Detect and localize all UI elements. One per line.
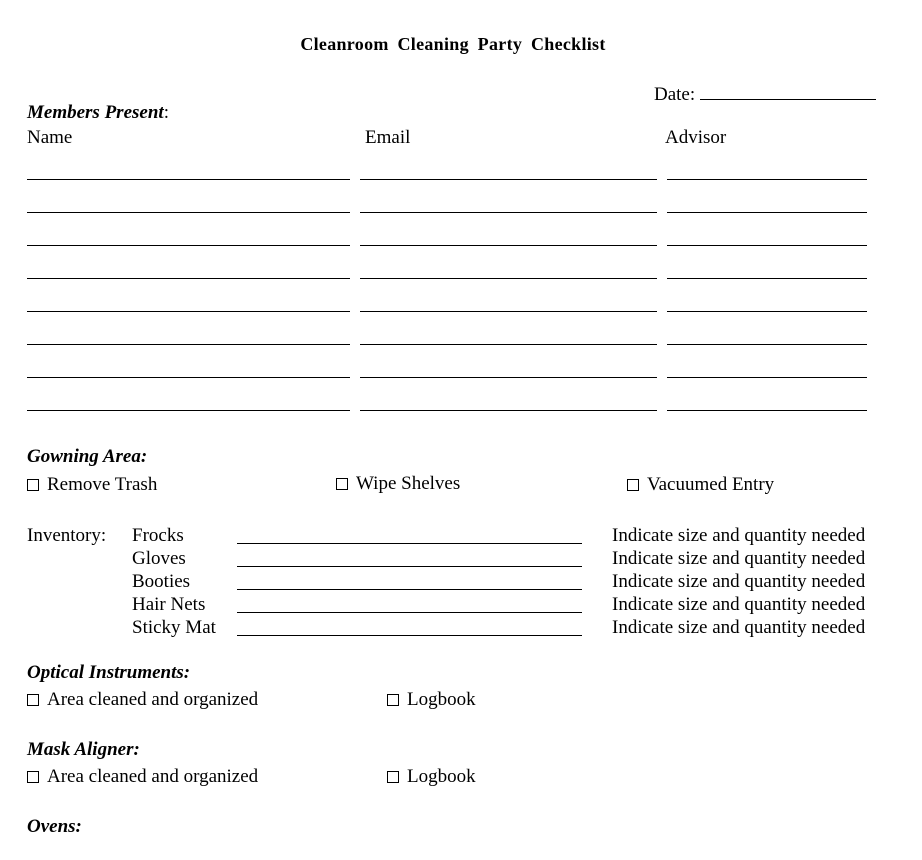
optical-instruments-title: Optical Instruments:: [27, 662, 191, 683]
checklist-item: [27, 766, 258, 788]
checklist-item-label: Wipe Shelves: [356, 473, 461, 494]
checklist-item: [627, 474, 774, 496]
inventory-input-line[interactable]: [237, 589, 582, 590]
advisor-line[interactable]: [667, 278, 867, 279]
email-line[interactable]: [360, 410, 657, 411]
checkbox[interactable]: [387, 694, 399, 706]
advisor-line[interactable]: [667, 410, 867, 411]
email-line[interactable]: [360, 245, 657, 246]
column-header-email: Email: [365, 127, 411, 148]
name-line[interactable]: [27, 344, 350, 345]
checkbox[interactable]: [27, 771, 39, 783]
name-line[interactable]: [27, 377, 350, 378]
inventory-item-label: Booties: [132, 571, 191, 592]
inventory-item-label: Gloves: [132, 548, 186, 569]
name-line[interactable]: [27, 278, 350, 279]
email-line[interactable]: [360, 212, 657, 213]
email-line[interactable]: [360, 377, 657, 378]
checkbox[interactable]: [627, 479, 639, 491]
checkbox[interactable]: [27, 479, 39, 491]
email-line[interactable]: [360, 311, 657, 312]
checklist-item-label: Logbook: [407, 766, 476, 787]
checklist-item-label: Logbook: [407, 689, 476, 710]
inventory-input-line[interactable]: [237, 566, 582, 567]
inventory-label: Inventory:: [27, 525, 107, 546]
email-line[interactable]: [360, 278, 657, 279]
advisor-line[interactable]: [667, 377, 867, 378]
inventory-item-label: Hair Nets: [132, 594, 206, 615]
advisor-line[interactable]: [667, 245, 867, 246]
advisor-line[interactable]: [667, 311, 867, 312]
date-label: Date:: [654, 84, 696, 105]
inventory-input-line[interactable]: [237, 635, 582, 636]
name-line[interactable]: [27, 179, 350, 180]
checkbox[interactable]: [336, 478, 348, 490]
advisor-line[interactable]: [667, 344, 867, 345]
name-line[interactable]: [27, 311, 350, 312]
name-line[interactable]: [27, 410, 350, 411]
checklist-item: [336, 473, 460, 495]
gowning-area-title: Gowning Area:: [27, 446, 148, 467]
column-header-advisor: Advisor: [665, 127, 727, 148]
checklist-item: [27, 689, 258, 711]
email-line[interactable]: [360, 179, 657, 180]
inventory-note: Indicate size and quantity needed: [612, 594, 866, 615]
members-title: Members Present: [27, 102, 164, 123]
checklist-item: [27, 474, 157, 496]
column-header-name: Name: [27, 127, 73, 148]
inventory-note: Indicate size and quantity needed: [612, 617, 866, 638]
checklist-item-label: Vacuumed Entry: [647, 474, 775, 495]
mask-aligner-title: Mask Aligner:: [27, 739, 140, 760]
checkbox[interactable]: [27, 694, 39, 706]
inventory-item-label: Frocks: [132, 525, 184, 546]
inventory-note: Indicate size and quantity needed: [612, 525, 866, 546]
members-colon: :: [163, 102, 169, 123]
email-line[interactable]: [360, 344, 657, 345]
name-line[interactable]: [27, 245, 350, 246]
inventory-input-line[interactable]: [237, 612, 582, 613]
checklist-item: [387, 766, 476, 788]
checklist-item: [387, 689, 476, 711]
checkbox[interactable]: [387, 771, 399, 783]
checklist-item-label: Area cleaned and organized: [47, 689, 259, 710]
inventory-note: Indicate size and quantity needed: [612, 571, 866, 592]
advisor-line[interactable]: [667, 179, 867, 180]
ovens-title: Ovens:: [27, 816, 82, 837]
checklist-item-label: Remove Trash: [47, 474, 158, 495]
date-field: [654, 81, 876, 106]
inventory-note: Indicate size and quantity needed: [612, 548, 866, 569]
inventory-input-line[interactable]: [237, 543, 582, 544]
name-line[interactable]: [27, 212, 350, 213]
page-title: Cleanroom Cleaning Party Checklist: [300, 34, 606, 54]
inventory-item-label: Sticky Mat: [132, 617, 216, 638]
advisor-line[interactable]: [667, 212, 867, 213]
checklist-item-label: Area cleaned and organized: [47, 766, 259, 787]
members-section-heading: [27, 102, 169, 124]
date-input-line[interactable]: [700, 81, 876, 100]
